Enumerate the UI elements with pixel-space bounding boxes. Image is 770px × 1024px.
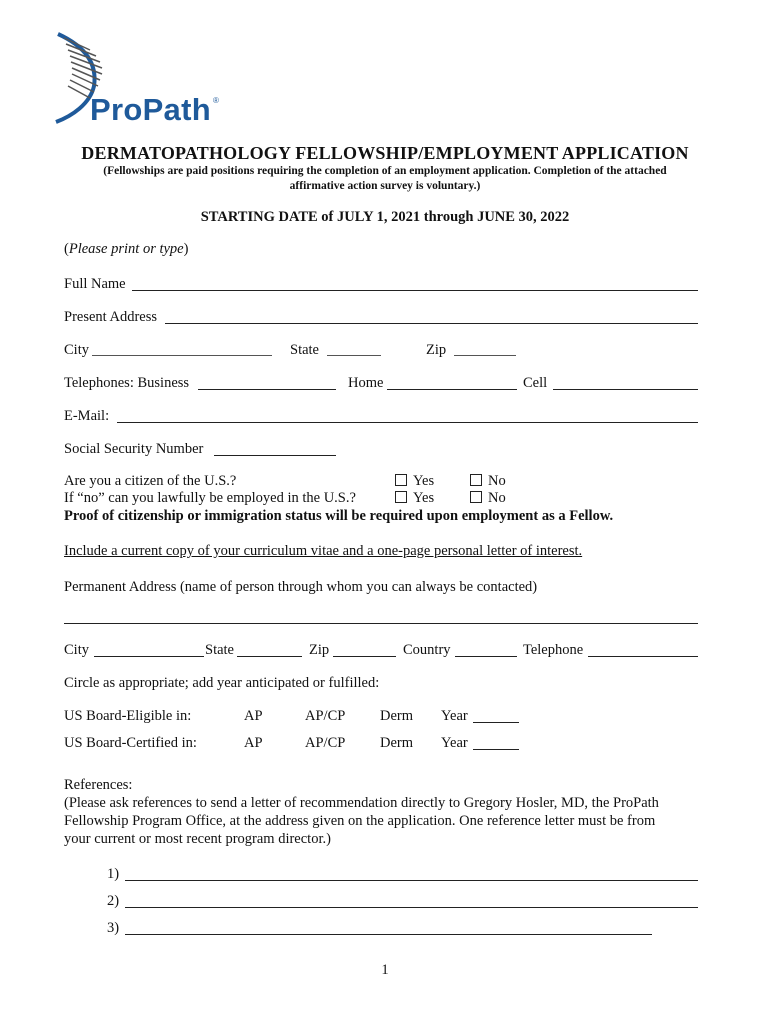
employment-question: If “no” can you lawfully be employed in the U.S.? bbox=[64, 490, 356, 506]
references-note-2: Fellowship Program Office, at the address given on the application. One reference letter must be from bbox=[64, 813, 656, 829]
state-field[interactable] bbox=[327, 355, 381, 356]
perm-zip-field[interactable] bbox=[333, 656, 396, 657]
zip-field[interactable] bbox=[454, 355, 516, 356]
perm-telephone-field[interactable] bbox=[588, 656, 698, 657]
perm-zip-label: Zip bbox=[309, 642, 330, 658]
ssn-field[interactable] bbox=[214, 455, 336, 456]
perm-country-field[interactable] bbox=[455, 656, 517, 657]
telephone-business-field[interactable] bbox=[198, 389, 336, 390]
perm-city-label: City bbox=[64, 642, 89, 658]
propath-logo bbox=[50, 30, 240, 130]
checkbox-icon[interactable] bbox=[395, 474, 407, 486]
permanent-address-field[interactable] bbox=[64, 623, 698, 624]
board-eligible-label: US Board-Eligible in: bbox=[64, 708, 192, 724]
board-eligible-apcp[interactable]: AP/CP bbox=[305, 708, 346, 724]
perm-state-field[interactable] bbox=[237, 656, 302, 657]
board-certified-apcp[interactable]: AP/CP bbox=[305, 735, 346, 751]
employment-yes-option[interactable]: Yes bbox=[395, 490, 434, 507]
citizen-yes-option[interactable]: Yes bbox=[395, 473, 434, 490]
board-certified-ap[interactable]: AP bbox=[244, 735, 263, 751]
board-eligible-year-label: Year bbox=[441, 708, 468, 724]
checkbox-icon[interactable] bbox=[470, 491, 482, 503]
board-eligible-derm[interactable]: Derm bbox=[380, 708, 414, 724]
logo-text: ProPath bbox=[90, 92, 211, 127]
subtitle-line-2: affirmative action survey is voluntary.) bbox=[289, 180, 481, 192]
reference-2-label: 2) bbox=[107, 893, 120, 909]
board-certified-label: US Board-Certified in: bbox=[64, 735, 197, 751]
reference-3-label: 3) bbox=[107, 920, 120, 936]
reference-1-field[interactable] bbox=[125, 880, 698, 881]
perm-state-label: State bbox=[205, 642, 234, 658]
email-label: E-Mail: bbox=[64, 408, 110, 424]
citizen-question: Are you a citizen of the U.S.? bbox=[64, 473, 237, 489]
reference-2-field[interactable] bbox=[125, 907, 698, 908]
present-address-field[interactable] bbox=[165, 323, 698, 324]
proof-note: Proof of citizenship or immigration status will be required upon employment as a Fellow. bbox=[64, 508, 614, 524]
employment-no-option[interactable]: No bbox=[470, 490, 506, 507]
permanent-address-label: Permanent Address (name of person through whom you can always be contacted) bbox=[64, 579, 538, 595]
perm-city-field[interactable] bbox=[94, 656, 204, 657]
page-title: DERMATOPATHOLOGY FELLOWSHIP/EMPLOYMENT APPLICATION bbox=[81, 143, 689, 163]
ssn-label: Social Security Number bbox=[64, 441, 204, 457]
telephone-business-label: Telephones: Business bbox=[64, 375, 190, 391]
board-certified-derm[interactable]: Derm bbox=[380, 735, 414, 751]
perm-country-label: Country bbox=[403, 642, 451, 658]
page-number: 1 bbox=[381, 962, 389, 978]
zip-label: Zip bbox=[426, 342, 447, 358]
references-note-1: (Please ask references to send a letter of recommendation directly to Gregory Hosler, MD, the ProPath bbox=[64, 795, 659, 811]
full-name-field[interactable] bbox=[132, 290, 698, 291]
starting-date: STARTING DATE of JULY 1, 2021 through JUNE 30, 2022 bbox=[200, 209, 570, 225]
citizen-no-option[interactable]: No bbox=[470, 473, 506, 490]
checkbox-icon[interactable] bbox=[470, 474, 482, 486]
present-address-label: Present Address bbox=[64, 309, 158, 325]
reference-3-field[interactable] bbox=[125, 934, 652, 935]
board-certified-year-field[interactable] bbox=[473, 749, 519, 750]
board-eligible-year-field[interactable] bbox=[473, 722, 519, 723]
checkbox-icon[interactable] bbox=[395, 491, 407, 503]
city-label: City bbox=[64, 342, 89, 358]
cell-phone-field[interactable] bbox=[553, 389, 698, 390]
subtitle-line-1: (Fellowships are paid positions requiring the completion of an employment application. Completion of the attached bbox=[103, 165, 667, 177]
references-heading: References: bbox=[64, 777, 133, 793]
board-certified-year-label: Year bbox=[441, 735, 468, 751]
home-phone-field[interactable] bbox=[387, 389, 517, 390]
cv-note: Include a current copy of your curriculum vitae and a one-page personal letter of interest. bbox=[64, 543, 583, 559]
print-note-italic: Please print or type bbox=[68, 241, 184, 257]
cell-label: Cell bbox=[523, 375, 548, 391]
city-field[interactable] bbox=[92, 355, 272, 356]
board-eligible-ap[interactable]: AP bbox=[244, 708, 263, 724]
logo-registered-mark: ® bbox=[213, 96, 219, 105]
full-name-label: Full Name bbox=[64, 276, 126, 292]
state-label: State bbox=[290, 342, 319, 358]
email-field[interactable] bbox=[117, 422, 698, 423]
reference-1-label: 1) bbox=[107, 866, 120, 882]
perm-telephone-label: Telephone bbox=[523, 642, 584, 658]
references-note-3: your current or most recent program director.) bbox=[64, 831, 331, 847]
home-label: Home bbox=[348, 375, 384, 391]
print-note: (Please print or type) bbox=[64, 241, 189, 257]
circle-note: Circle as appropriate; add year anticipated or fulfilled: bbox=[64, 675, 380, 691]
